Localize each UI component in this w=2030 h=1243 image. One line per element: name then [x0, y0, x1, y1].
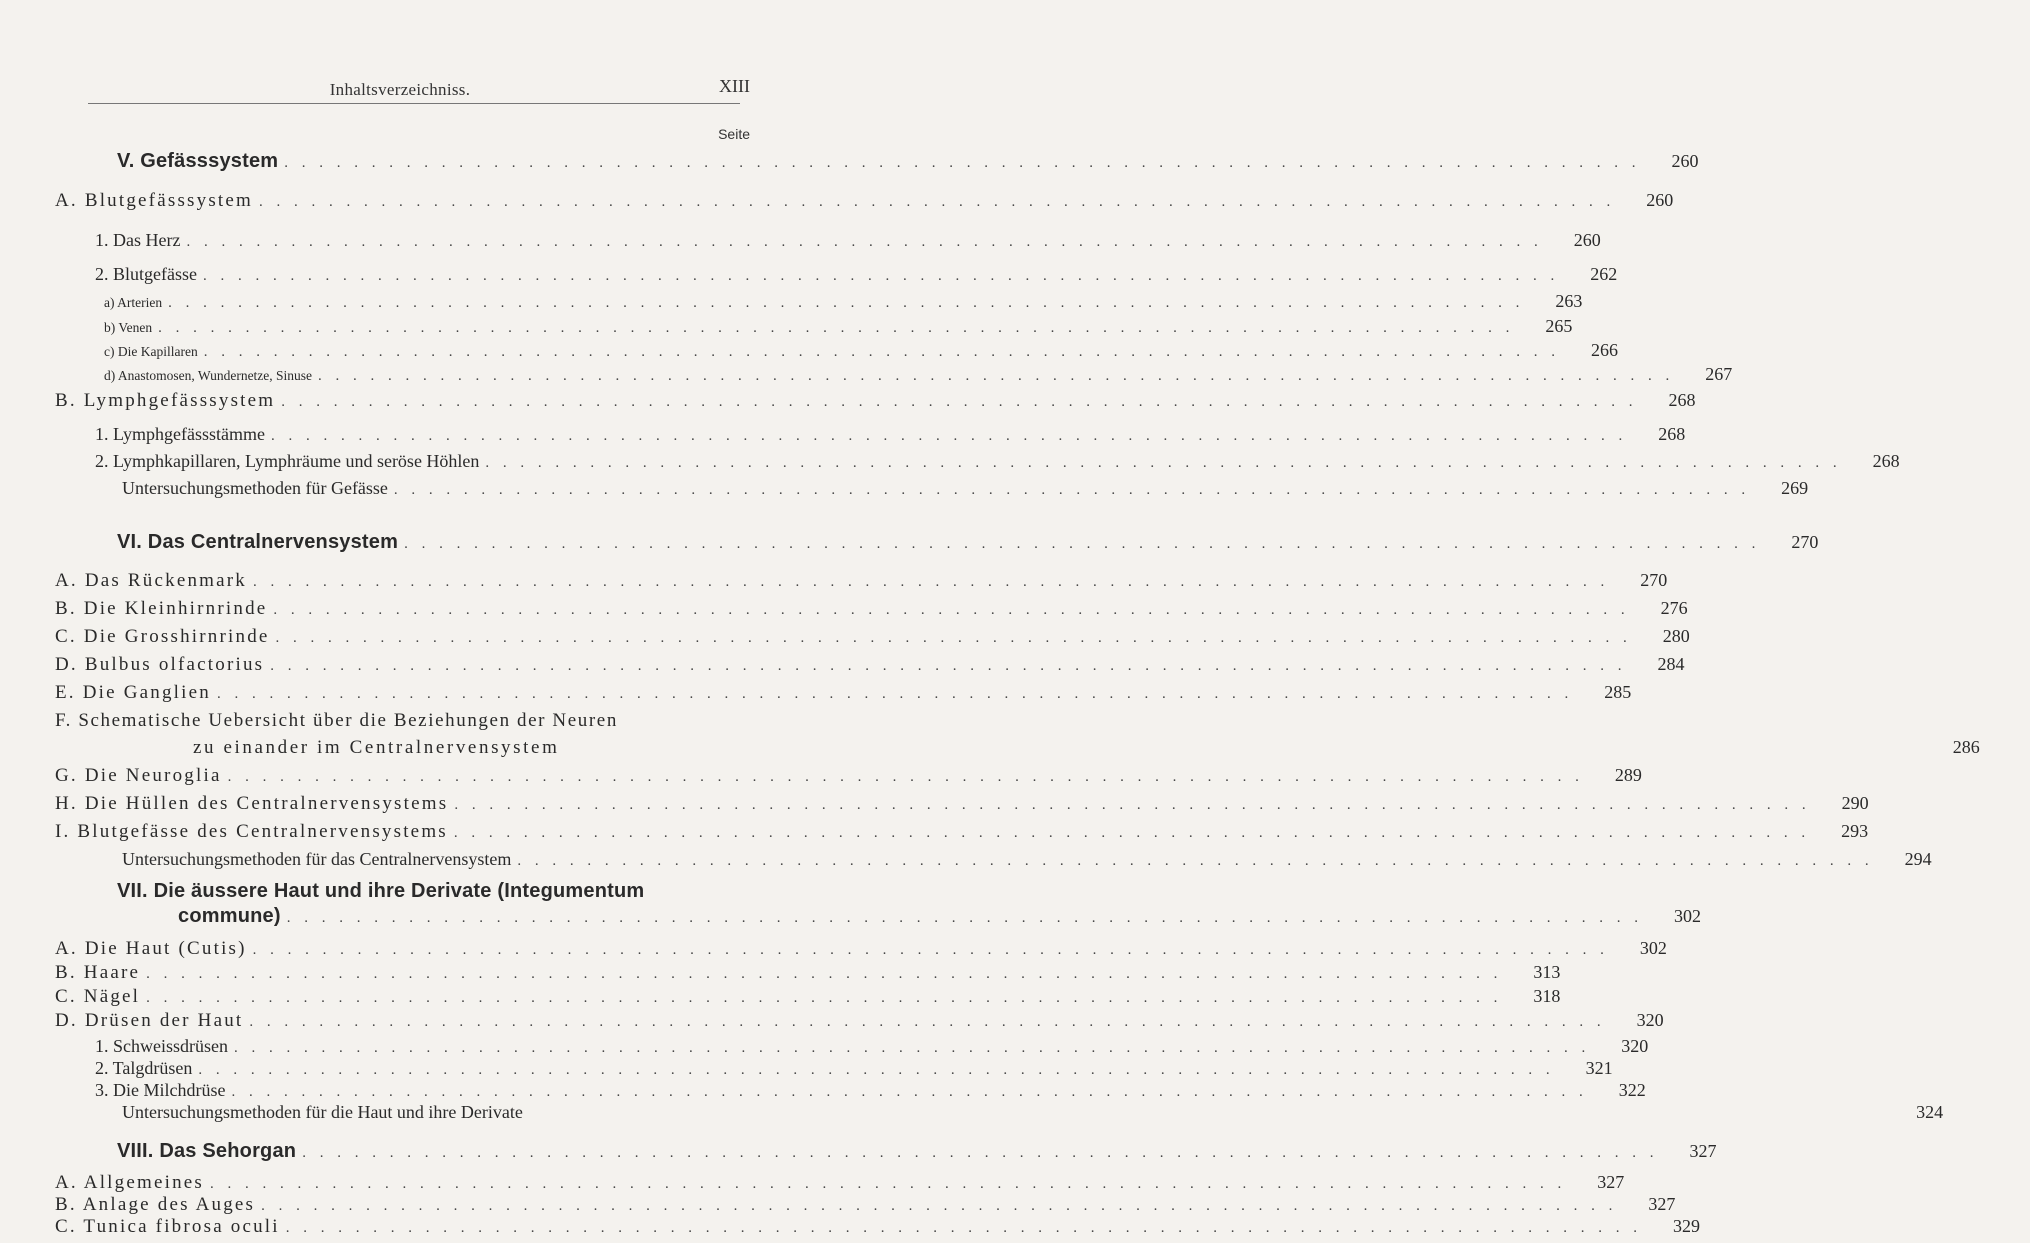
- toc-entry-title: A. Blutgefässsystem: [55, 190, 254, 211]
- toc-entry-page: 260: [1671, 151, 1699, 171]
- toc-entry-6g: [0, 765, 1642, 791]
- toc-entry-page: 284: [1657, 654, 1685, 674]
- toc-entry-5b2: [0, 451, 1900, 477]
- toc-entry-6f-line1: [0, 710, 855, 736]
- dot-leader: [217, 686, 1573, 703]
- page-number: XIII: [719, 76, 750, 96]
- toc-entry-title: I. Blutgefässe des Centralnervensystems: [55, 821, 448, 842]
- toc-entry-page: 260: [1646, 190, 1674, 210]
- toc-entry-title: E. Die Ganglien: [55, 682, 211, 703]
- toc-entry-page: 289: [1614, 765, 1642, 785]
- toc-entry-6d: [0, 654, 1685, 680]
- dot-leader: [404, 536, 1760, 553]
- toc-entry-page: 267: [1705, 364, 1733, 384]
- toc-entry-title: C. Die Grosshirnrinde: [55, 626, 270, 647]
- toc-entry-5a2: [0, 264, 1618, 290]
- toc-entry-title: VIII. Das Sehorgan: [117, 1140, 297, 1162]
- toc-entry-page: 327: [1648, 1194, 1676, 1214]
- dot-leader: [286, 1220, 1642, 1237]
- toc-entry-6a: [0, 570, 1668, 596]
- dot-leader: [284, 155, 1640, 172]
- toc-entry-page: 324: [1916, 1102, 1944, 1122]
- toc-entry-5-methods: [0, 478, 1809, 504]
- dot-leader: [204, 344, 1560, 361]
- toc-entry-page: 280: [1662, 626, 1690, 646]
- toc-entry-title: Untersuchungsmethoden für das Centralnervensystem: [122, 849, 512, 869]
- toc-entry-title: Untersuchungsmethoden für die Haut und ihre Derivate: [122, 1102, 523, 1122]
- toc-entry-page: 327: [1689, 1141, 1717, 1161]
- toc-entry-page: 260: [1573, 230, 1601, 250]
- toc-entry-6h: [0, 793, 1869, 819]
- toc-entry-title: c) Die Kapillaren: [104, 344, 198, 359]
- toc-entry-title: D. Drüsen der Haut: [55, 1010, 244, 1031]
- dot-leader: [302, 1145, 1658, 1162]
- toc-entry-chapter-7-line2: [0, 905, 1701, 931]
- toc-entry-title: 2. Talgdrüsen: [95, 1058, 193, 1078]
- toc-entry-title: VI. Das Centralnervensystem: [117, 531, 399, 553]
- toc-entry-5a2a: [0, 291, 1583, 317]
- toc-entry-page: 320: [1636, 1010, 1664, 1030]
- dot-leader: [394, 482, 1750, 499]
- toc-entry-title: C. Tunica fibrosa oculi: [55, 1216, 280, 1237]
- toc-entry-title: F. Schematische Uebersicht über die Beziehungen der Neuren: [55, 710, 618, 731]
- toc-entry-5a2b: [0, 316, 1573, 342]
- toc-entry-page: 268: [1872, 451, 1900, 471]
- toc-entry-page: 276: [1660, 598, 1688, 618]
- toc-entry-6e: [0, 682, 1632, 708]
- toc-entry-page: 318: [1533, 986, 1561, 1006]
- toc-entry-page: 263: [1555, 291, 1583, 311]
- toc-entry-page: 320: [1621, 1036, 1649, 1056]
- toc-entry-6-methods: [0, 849, 1932, 875]
- dot-leader: [259, 194, 1615, 211]
- dot-leader: [454, 797, 1810, 814]
- toc-entry-title: V. Gefässsystem: [117, 150, 279, 172]
- dot-leader: [261, 1198, 1617, 1215]
- toc-entry-page: 313: [1533, 962, 1561, 982]
- dot-leader: [146, 990, 1502, 1007]
- toc-entry-5b: [0, 390, 1696, 416]
- toc-entry-title: B. Anlage des Auges: [55, 1194, 256, 1215]
- toc-entry-title: A. Allgemeines: [55, 1172, 205, 1193]
- toc-entry-page: 270: [1640, 570, 1668, 590]
- toc-entry-chapter-8: [0, 1140, 1717, 1166]
- dot-leader: [234, 1040, 1590, 1057]
- header-rule: [88, 103, 740, 104]
- dot-leader: [276, 630, 1632, 647]
- toc-entry-title-continued: commune): [178, 905, 281, 927]
- dot-leader: [168, 295, 1524, 312]
- toc-entry-title: A. Die Haut (Cutis): [55, 938, 247, 959]
- toc-entry-page: 268: [1668, 390, 1696, 410]
- toc-entry-7c: [0, 986, 1561, 1012]
- toc-entry-5a1: [0, 230, 1601, 256]
- dot-leader: [281, 394, 1637, 411]
- toc-entry-page: 270: [1791, 532, 1819, 552]
- toc-entry-title: 1. Das Herz: [95, 230, 181, 250]
- dot-leader: [231, 1084, 1587, 1101]
- toc-entry-title: a) Arterien: [104, 295, 163, 310]
- toc-entry-title: Untersuchungsmethoden für Gefässe: [122, 478, 388, 498]
- toc-entry-title: 2. Blutgefässe: [95, 264, 197, 284]
- toc-entry-page: 262: [1590, 264, 1618, 284]
- toc-entry-page: 293: [1841, 821, 1869, 841]
- toc-entry-page: 321: [1585, 1058, 1613, 1078]
- toc-entry-title: b) Venen: [104, 320, 153, 335]
- dot-leader: [198, 1062, 1554, 1079]
- dot-leader: [271, 428, 1627, 445]
- toc-entry-page: 294: [1904, 849, 1932, 869]
- dot-leader: [203, 268, 1559, 285]
- dot-leader: [228, 769, 1584, 786]
- toc-entry-page: 269: [1781, 478, 1809, 498]
- toc-entry-page: 327: [1597, 1172, 1625, 1192]
- toc-entry-page: 265: [1545, 316, 1573, 336]
- toc-entry-title: B. Haare: [55, 962, 141, 983]
- toc-entry-title: D. Bulbus olfactorius: [55, 654, 265, 675]
- toc-entry-title: G. Die Neuroglia: [55, 765, 222, 786]
- toc-entry-page: 290: [1841, 793, 1869, 813]
- toc-entry-7d: [0, 1010, 1664, 1036]
- toc-entry-6b: [0, 598, 1688, 624]
- toc-entry-page: 285: [1604, 682, 1632, 702]
- seite-column-label: Seite: [718, 126, 750, 142]
- toc-entry-6c: [0, 626, 1690, 652]
- dot-leader: [146, 966, 1502, 983]
- toc-entry-5a2d: [0, 364, 1733, 390]
- dot-leader: [249, 1014, 1605, 1031]
- dot-leader: [210, 1176, 1566, 1193]
- toc-entry-page: 286: [1952, 737, 1980, 757]
- toc-entry-6i: [0, 821, 1869, 847]
- dot-leader: [454, 825, 1810, 842]
- toc-entry-title: 1. Lymphgefässstämme: [95, 424, 265, 444]
- dot-leader: [158, 320, 1514, 337]
- toc-entry-page: 322: [1618, 1080, 1646, 1100]
- toc-entry-page: 329: [1673, 1216, 1701, 1236]
- toc-entry-title: VII. Die äussere Haut und ihre Derivate (Integumentum: [117, 880, 645, 902]
- toc-entry-5b1: [0, 424, 1686, 450]
- toc-entry-5a2c: [0, 340, 1618, 366]
- toc-entry-title: A. Das Rückenmark: [55, 570, 247, 591]
- toc-entry-title: 3. Die Milchdrüse: [95, 1080, 226, 1100]
- dot-leader: [273, 602, 1629, 619]
- dot-leader: [485, 455, 1841, 472]
- toc-entry-chapter-6: [0, 531, 1819, 557]
- toc-entry-8c: [0, 1216, 1701, 1238]
- toc-entry-8b: [0, 1194, 1676, 1216]
- toc-entry-title: 2. Lymphkapillaren, Lymphräume und seröse Höhlen: [95, 451, 480, 471]
- dot-leader: [517, 853, 1873, 870]
- running-head: Inhaltsverzeichniss.: [329, 80, 471, 99]
- toc-entry-7b: [0, 962, 1561, 988]
- toc-entry-title: 1. Schweissdrüsen: [95, 1036, 228, 1056]
- toc-entry-6f-line2: [0, 737, 1980, 763]
- dot-leader: [318, 368, 1674, 385]
- toc-entry-title: H. Die Hüllen des Centralnervensystems: [55, 793, 449, 814]
- dot-leader: [253, 574, 1609, 591]
- toc-entry-title: B. Die Kleinhirnrinde: [55, 598, 268, 619]
- toc-entry-title: B. Lymphgefässsystem: [55, 390, 276, 411]
- toc-entry-page: 302: [1673, 906, 1701, 926]
- toc-entry-title: C. Nägel: [55, 986, 141, 1007]
- dot-leader: [253, 942, 1609, 959]
- dot-leader: [287, 910, 1643, 927]
- dot-leader: [186, 234, 1542, 251]
- toc-entry-7-methods: [0, 1102, 1944, 1128]
- toc-entry-title: d) Anastomosen, Wundernetze, Sinuse: [104, 368, 313, 383]
- dot-leader: [270, 658, 1626, 675]
- toc-entry-page: 266: [1590, 340, 1618, 360]
- toc-entry-page: 302: [1639, 938, 1667, 958]
- toc-entry-5a: [0, 190, 1674, 216]
- toc-entry-chapter-5: [0, 150, 1699, 176]
- toc-entry-7a: [0, 938, 1667, 964]
- toc-entry-page: 268: [1658, 424, 1686, 444]
- toc-entry-chapter-7-line1: [0, 880, 917, 906]
- toc-entry-8a: [0, 1172, 1625, 1194]
- toc-entry-title-continued: zu einander im Centralnervensystem: [193, 737, 560, 758]
